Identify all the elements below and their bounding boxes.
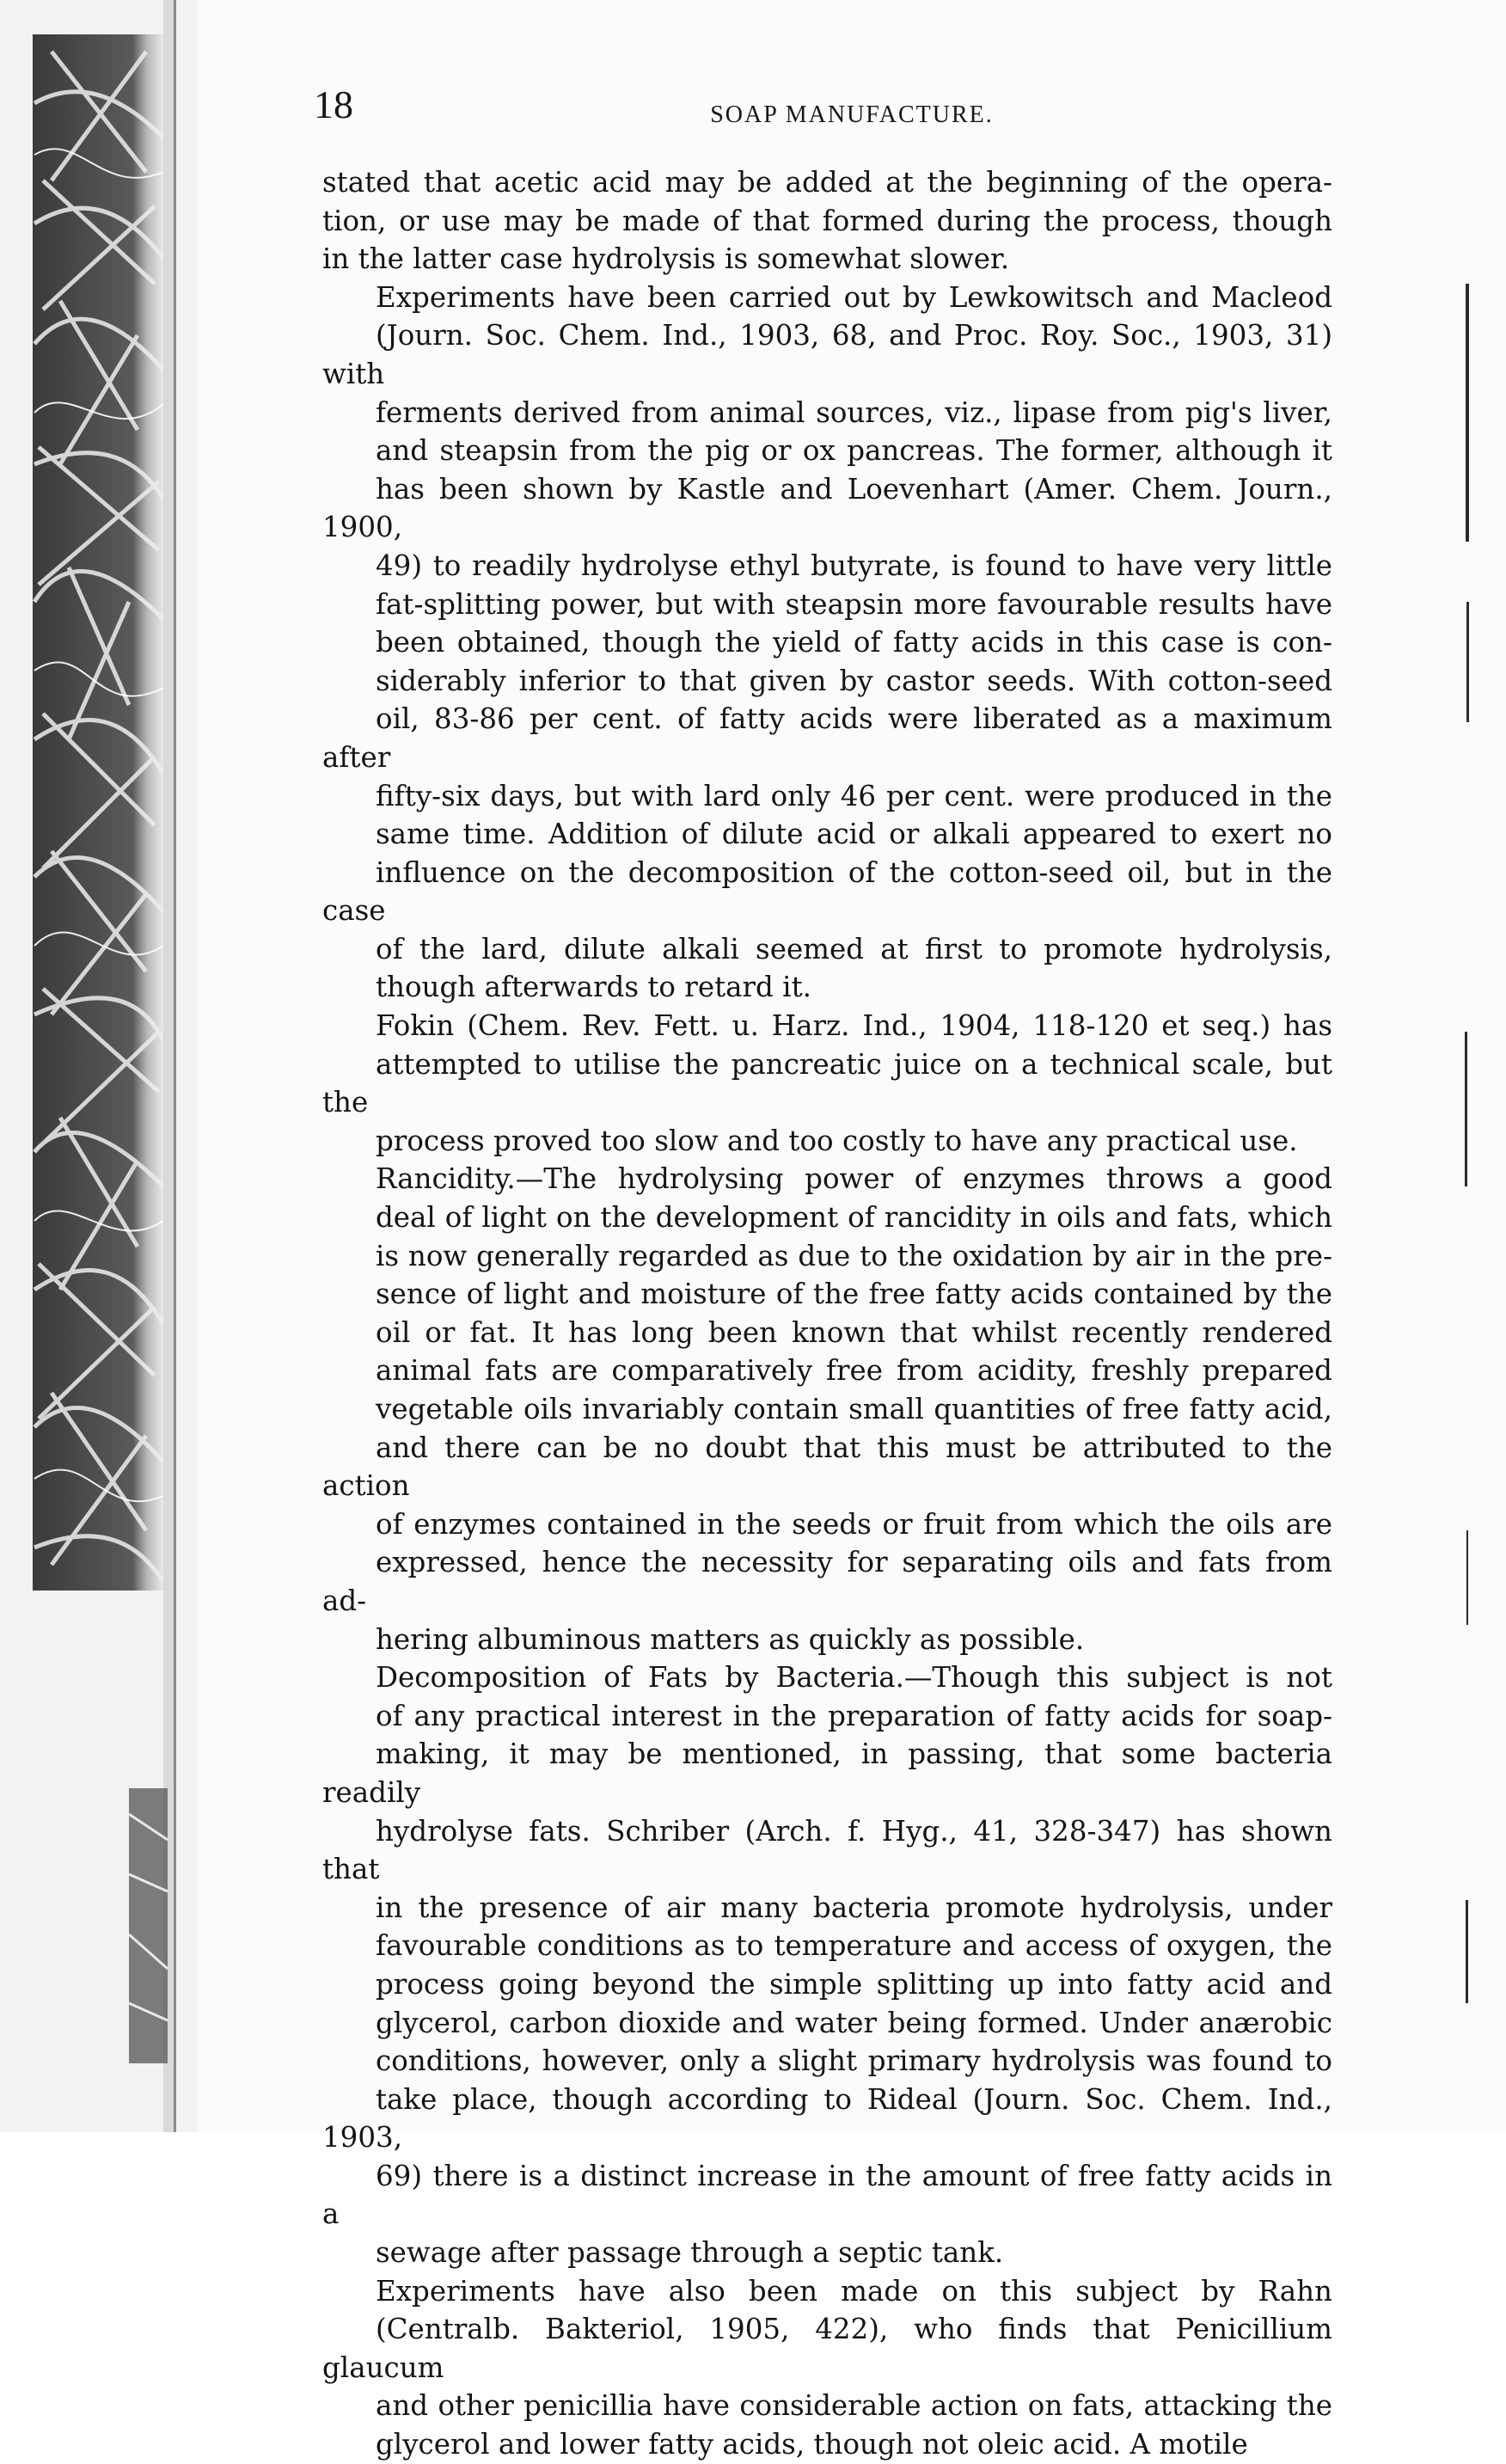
text-line: fat-splitting power, but with steapsin more favourable results have xyxy=(376,587,1332,621)
text-line: though afterwards to retard it. xyxy=(376,971,811,1004)
text-line: been obtained, though the yield of fatty acids in this case is con- xyxy=(376,626,1332,659)
text-line: hering albuminous matters as quickly as possible. xyxy=(376,1622,1085,1656)
text-line: making, it may be mentioned, in passing, that some bacteria readily xyxy=(322,1738,1332,1809)
text-line: expressed, hence the necessity for separating oils and fats from ad- xyxy=(322,1546,1332,1617)
book-binding-edge xyxy=(0,0,198,2132)
text-line: and steapsin from the pig or ox pancreas. The former, although it xyxy=(376,434,1332,468)
text-line: stated that acetic acid may be added at the beginning of the opera- xyxy=(322,166,1332,199)
paragraph xyxy=(322,279,1332,1007)
text-line: influence on the decomposition of the cotton-seed oil, but in the case xyxy=(322,855,1332,928)
text-line: glycerol and lower fatty acids, though not oleic acid. A motile xyxy=(376,2428,1248,2461)
text-line: Decomposition of Fats by Bacteria.—Though this subject is not xyxy=(376,1661,1332,1695)
text-line: favourable conditions as to temperature and access of oxygen, the xyxy=(376,1929,1332,1963)
paragraph xyxy=(322,1007,1332,1160)
text-line: in the latter case hydrolysis is somewhat slower. xyxy=(322,242,1010,276)
text-line: 69) there is a distinct increase in the amount of free fatty acids in a xyxy=(322,2159,1332,2231)
text-line: hydrolyse fats. Schriber (Arch. f. Hyg., 41, 328-347) has shown that xyxy=(322,1814,1332,1886)
text-line: ferments derived from animal sources, viz., lipase from pig's liver, xyxy=(376,395,1332,429)
text-line: siderably inferior to that given by castor seeds. With cotton-seed xyxy=(376,664,1332,697)
text-line: of the lard, dilute alkali seemed at first to promote hydrolysis, xyxy=(376,932,1332,965)
text-line: process proved too slow and too costly to have any practical use. xyxy=(376,1124,1298,1157)
text-line: oil, 83-86 per cent. of fatty acids were liberated as a maximum after xyxy=(322,702,1332,774)
paragraph xyxy=(322,2272,1332,2464)
text-line: Experiments have been carried out by Lewkowitsch and Macleod xyxy=(376,280,1332,314)
text-line: sewage after passage through a septic tank. xyxy=(376,2236,1004,2270)
text-line: sence of light and moisture of the free fatty acids contained by the xyxy=(376,1278,1332,1311)
text-line: of enzymes contained in the seeds or fruit from which the oils are xyxy=(376,1507,1332,1541)
marbled-endpaper-pattern xyxy=(0,0,198,2132)
text-line: and there can be no doubt that this must be attributed to the action xyxy=(322,1431,1332,1503)
text-line: process going beyond the simple splitting up into fatty acid and xyxy=(376,1967,1332,2001)
text-line: animal fats are comparatively free from acidity, freshly prepared xyxy=(376,1354,1332,1388)
text-line: same time. Addition of dilute acid or alkali appeared to exert no xyxy=(376,818,1332,851)
text-line: (Journ. Soc. Chem. Ind., 1903, 68, and Proc. Roy. Soc., 1903, 31) with xyxy=(322,319,1332,390)
text-line: of any practical interest in the preparation of fatty acids for soap- xyxy=(376,1699,1332,1732)
text-line: conditions, however, only a slight primary hydrolysis was found to xyxy=(376,2044,1332,2078)
text-line: oil or fat. It has long been known that whilst recently rendered xyxy=(376,1315,1332,1349)
text-line: vegetable oils invariably contain small quantities of free fatty acid, xyxy=(376,1393,1332,1425)
text-line: Experiments have also been made on this subject by Rahn xyxy=(376,2274,1332,2308)
text-line: fifty-six days, but with lard only 46 per cent. were produced in the xyxy=(376,779,1332,812)
paragraph xyxy=(322,163,1332,279)
paragraph xyxy=(322,1658,1332,2272)
text-line: has been shown by Kastle and Loevenhart (Amer. Chem. Journ., 1900, xyxy=(322,472,1332,544)
text-line: tion, or use may be made of that formed during the process, though xyxy=(322,204,1332,237)
right-edge-shadow xyxy=(1465,1032,1467,1186)
right-edge-shadow xyxy=(1466,284,1469,542)
text-line: is now generally regarded as due to the oxidation by air in the pre- xyxy=(376,1239,1332,1272)
text-line: attempted to utilise the pancreatic juice on a technical scale, but the xyxy=(322,1047,1332,1119)
right-edge-shadow xyxy=(1466,1900,1468,2003)
running-title: SOAP MANUFACTURE. xyxy=(710,101,994,128)
text-line: 49) to readily hydrolyse ethyl butyrate, is found to have very little xyxy=(376,549,1332,582)
right-edge-shadow xyxy=(1466,1530,1468,1625)
paragraph xyxy=(322,1160,1332,1658)
text-line: deal of light on the development of rancidity in oils and fats, which xyxy=(376,1201,1332,1235)
text-line: in the presence of air many bacteria promote hydrolysis, under xyxy=(376,1891,1332,1924)
book-page xyxy=(198,0,1506,2461)
text-line: and other penicillia have considerable action on fats, attacking the xyxy=(376,2389,1332,2423)
text-line: take place, though according to Rideal (Journ. Soc. Chem. Ind., 1903, xyxy=(322,2082,1332,2154)
text-line: Rancidity.—The hydrolysing power of enzymes throws a good xyxy=(376,1162,1332,1196)
right-edge-shadow xyxy=(1466,602,1469,722)
text-line: (Centralb. Bakteriol, 1905, 422), who finds that Penicillium glaucum xyxy=(322,2313,1332,2384)
body-text xyxy=(322,163,1332,2464)
text-line: Fokin (Chem. Rev. Fett. u. Harz. Ind., 1904, 118-120 et seq.) has xyxy=(376,1009,1332,1043)
text-line: glycerol, carbon dioxide and water being formed. Under anærobic xyxy=(376,2006,1332,2039)
page-number: 18 xyxy=(314,83,353,126)
